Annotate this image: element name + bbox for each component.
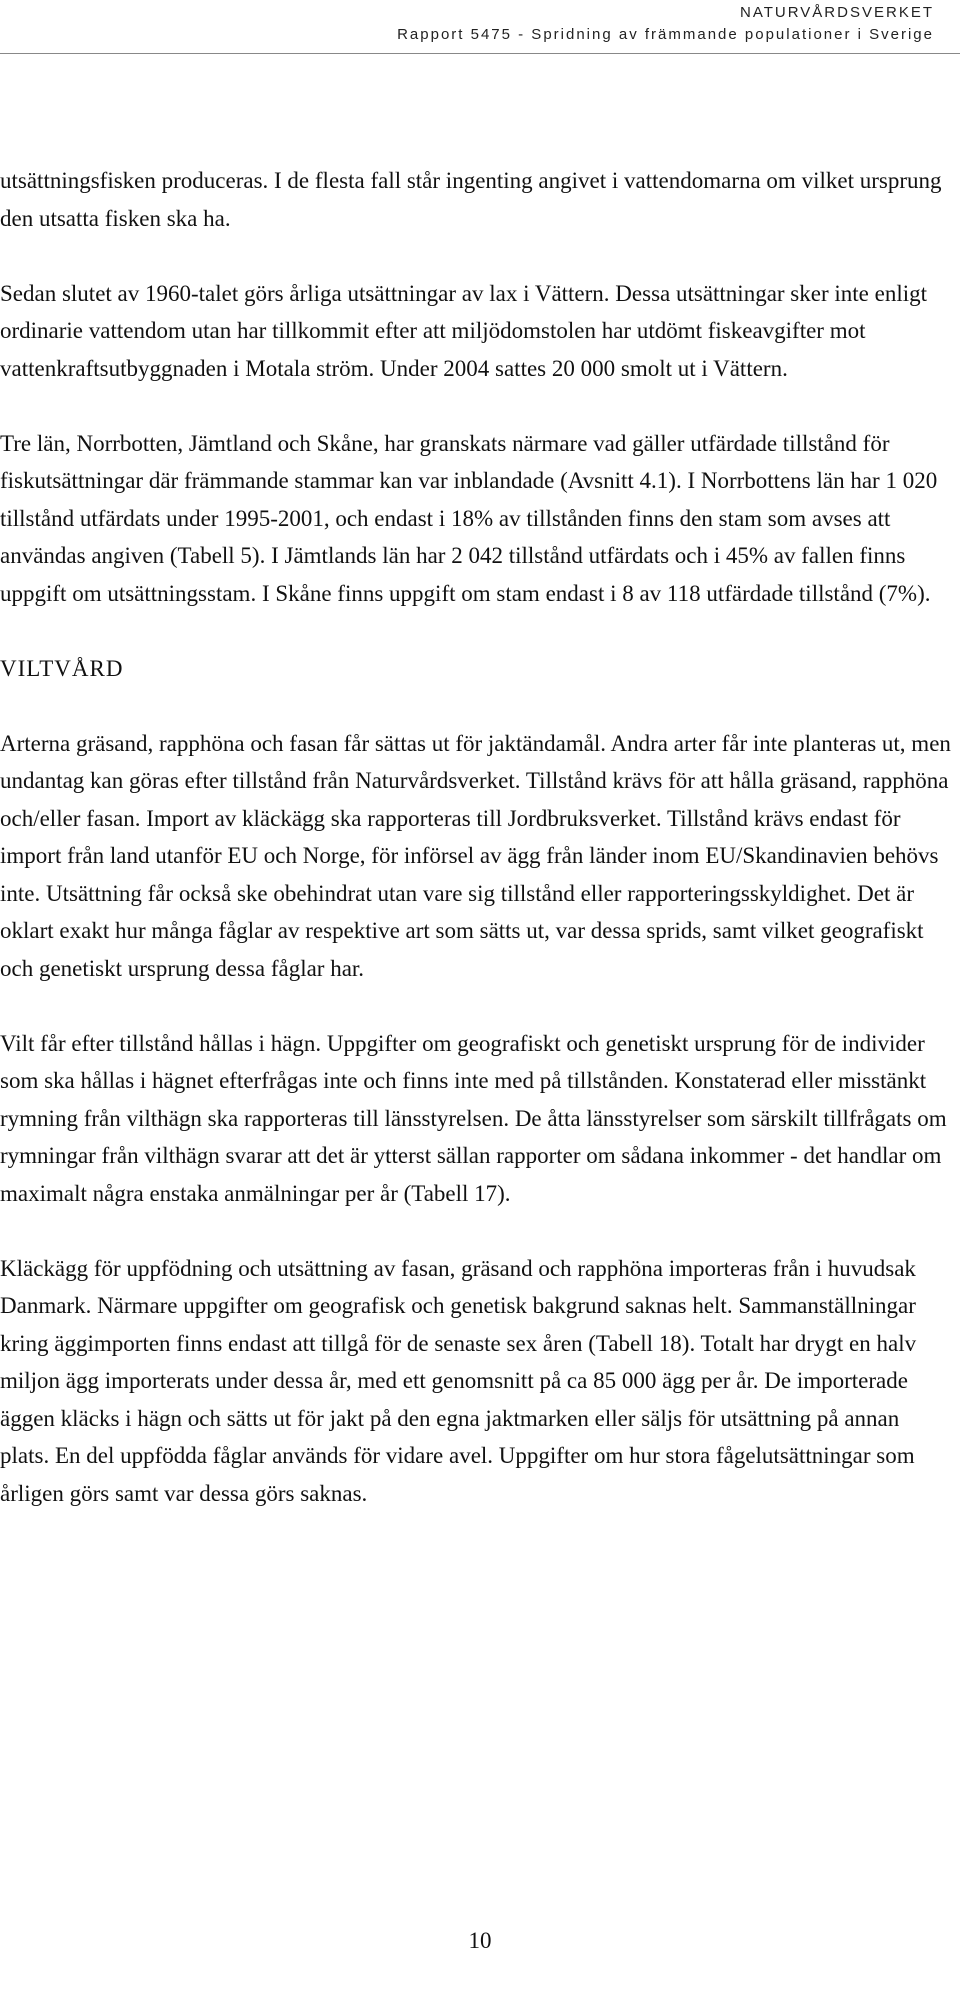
page-number: 10 — [468, 1928, 492, 1953]
header-org: NATURVÅRDSVERKET — [740, 4, 934, 21]
paragraph: Arterna gräsand, rapphöna och fasan får sättas ut för jaktändamål. Andra arter får inte planteras ut, men undantag kan göras efter tillstånd från Naturvårdsverket. Tillstånd krävs för att hålla gräsand, rapphöna och/eller fasan. Import av kläckägg ska rapporteras till Jordbruksverket. Tillstånd krävs endast för import från land utanför EU och Norge, för införsel av ägg från länder inom EU/Skandinavien behövs inte. Utsättning får också ske obehindrat utan vare sig tillstånd eller rapporteringsskyldighet. Det är oklart exakt hur många fåglar av respektive art som sätts ut, var dessa sprids, samt vilket geografiskt och genetiskt ursprung dessa fåglar har. — [0, 730, 951, 981]
page-header — [397, 2, 934, 46]
paragraph: Sedan slutet av 1960-talet görs årliga utsättningar av lax i Vättern. Dessa utsättningar sker inte enligt ordinarie vattendom utan har tillkommit efter att miljödomstolen har utdömt fiskeavgifter mot vattenkraftsutbyggnaden i Motala ström. Under 2004 sattes 20 000 smolt ut i Vättern. — [0, 280, 927, 381]
header-divider — [0, 53, 960, 54]
paragraph: Kläckägg för uppfödning och utsättning av fasan, gräsand och rapphöna importeras från i huvudsak Danmark. Närmare uppgifter om geografisk och genetisk bakgrund saknas helt. Sammanställningar kring äggimporten finns endast att tillgå för de senaste sex åren (Tabell 18). Totalt har drygt en halv miljon ägg importerats under dessa år, med ett genomsnitt på ca 85 000 ägg per år. De importerade äggen kläcks i hägn och sätts ut för jakt på den egna jaktmarken eller säljs för utsättning på annan plats. En del uppfödda fåglar används för vidare avel. Uppgifter om hur stora fågelutsättningar som årligen görs samt var dessa görs saknas. — [0, 1255, 917, 1506]
paragraph: utsättningsfisken produceras. I de flesta fall står ingenting angivet i vattendomarna om vilket ursprung den utsatta fisken ska ha. — [0, 168, 942, 231]
header-report-title: Rapport 5475 - Spridning av främmande populationer i Sverige — [397, 26, 934, 43]
paragraph: Vilt får efter tillstånd hållas i hägn. Uppgifter om geografiskt och genetiskt ursprung för de individer som ska hållas i hägnet efterfrågas inte och finns inte med på tillstånden. Konstaterad eller misstänkt rymning från vilthägn ska rapporteras till länsstyrelsen. De åtta länsstyrelser som särskilt tillfrågats om rymningar från vilthägn svarar att det är ytterst sällan rapporter om sådana inkommer - det handlar om maximalt några enstaka anmälningar per år (Tabell 17). — [0, 1030, 947, 1206]
section-heading: VILTVÅRD — [0, 655, 124, 681]
paragraph: Tre län, Norrbotten, Jämtland och Skåne, har granskats närmare vad gäller utfärdade tillstånd för fiskutsättningar där främmande stammar kan var inblandade (Avsnitt 4.1). I Norrbottens län har 1 020 tillstånd utfärdats under 1995-2001, och endast i 18% av tillstånden finns den stam som avses att användas angiven (Tabell 5). I Jämtlands län har 2 042 tillstånd utfärdats och i 45% av fallen finns uppgift om utsättningsstam. I Skåne finns uppgift om stam endast i 8 av 118 utfärdade tillstånd (7%). — [0, 430, 938, 606]
page-body — [0, 162, 952, 1550]
